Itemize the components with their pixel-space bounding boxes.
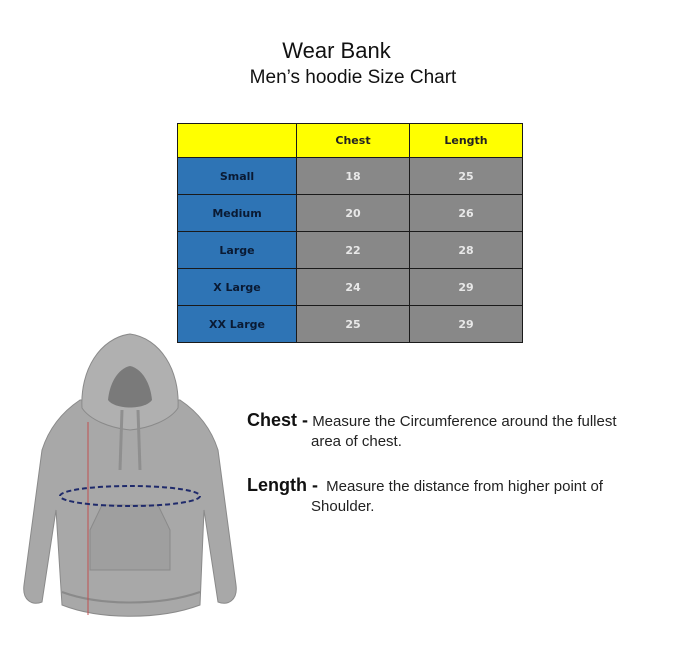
chart-subtitle: Men’s hoodie Size Chart	[249, 67, 457, 88]
chest-value: 18	[297, 158, 410, 195]
size-label: Large	[178, 232, 297, 269]
chest-value: 20	[297, 195, 410, 232]
table-header-row	[178, 124, 523, 158]
brand-title: Wear Bank	[282, 38, 391, 63]
table-header-length: Length	[410, 124, 523, 158]
length-text-line2: Shoulder.	[311, 498, 375, 515]
chest-value: 22	[297, 232, 410, 269]
table-row	[178, 158, 523, 195]
size-label: Medium	[178, 195, 297, 232]
chest-term: Chest -	[247, 410, 309, 430]
table-row	[178, 195, 523, 232]
size-label: Small	[178, 158, 297, 195]
chest-value: 24	[297, 269, 410, 306]
hoodie-pocket	[90, 505, 170, 570]
table-row	[178, 232, 523, 269]
length-value: 29	[410, 269, 523, 306]
size-label: XX Large	[178, 306, 297, 343]
chest-text-line1: Measure the Circumference around the fullest	[312, 413, 617, 430]
size-chart-table	[177, 123, 523, 343]
chest-description	[247, 410, 667, 452]
size-label: X Large	[178, 269, 297, 306]
length-value: 29	[410, 306, 523, 343]
length-description	[247, 475, 667, 517]
length-value: 28	[410, 232, 523, 269]
table-header-blank	[178, 124, 297, 158]
table-header-chest: Chest	[297, 124, 410, 158]
length-value: 26	[410, 195, 523, 232]
chest-text-line2: area of chest.	[311, 433, 402, 450]
table-row	[178, 269, 523, 306]
chest-value: 25	[297, 306, 410, 343]
hoodie-illustration	[10, 330, 250, 620]
length-term: Length -	[247, 475, 318, 495]
length-text-line1: Measure the distance from higher point of	[326, 478, 603, 495]
length-value: 25	[410, 158, 523, 195]
